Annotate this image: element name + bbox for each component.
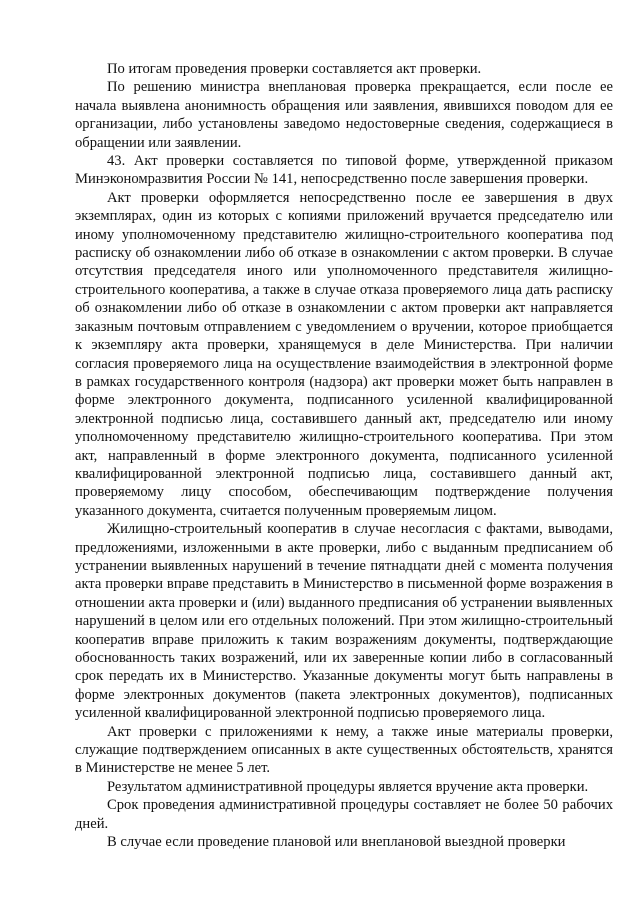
paragraph-storage: Акт проверки с приложениями к нему, а также иные материалы проверки, служащие подтверждением описанных в акте существенных обстоятельств, хранятся в Министерстве не менее 5 лет. (75, 723, 613, 777)
paragraph-result: Результатом административной процедуры является вручение акта проверки. (107, 778, 589, 795)
paragraph-act-delivery: Акт проверки оформляется непосредственно после ее завершения в двух экземплярах, один из которых с копиями приложений вручается председателю или иному уполномоченному представителю жилищно-строительного кооператива под расписку об ознакомлении либо об отказе в ознакомлении с актом проверки. В случае отсутствия председателя иного или уполномоченного представителя жилищно-строительного кооператива, а также в случае отказа проверяемого лица дать расписку об ознакомлении либо об отказе в ознакомлении с актом проверки акт направляется заказным почтовым отправлением с уведомлением о вручении, которое приобщается к экземпляру акта проверки, хранящемуся в деле Министерства. При наличии согласия проверяемого лица на осуществление взаимодействия в электронной форме в рамках государственного контроля (надзора) акт проверки может быть направлен в форме электронного документа, подписанного усиленной квалифицированной электронной подписью лица, составившего данный акт, председателю или иному уполномоченному представителю жилищно-строительного кооператива. При этом акт, направленный в форме электронного документа, подписанного усиленной квалифицированной электронной подписью лица, составившего данный акт, проверяемому лицу способом, обеспечивающим подтверждение получения указанного документа, считается полученным проверяемым лицом. (75, 189, 613, 519)
paragraph-43-act-form: 43. Акт проверки составляется по типовой форме, утвержденной приказом Минэкономразвития России № 141, непосредственно после завершения проверки. (75, 153, 613, 188)
paragraph-objections: Жилищно-строительный кооператив в случае несогласия с фактами, выводами, предложениями, изложенными в акте проверки, либо с выданным предписанием об устранении выявленных нарушений в течение пятнадцати дней с момента получения акта проверки вправе представить в Министерство в письменной форме возражения в отношении акта проверки и (или) выданного предписания об устранении выявленных нарушений в целом или его отдельных положений. При этом жилищно-строительный кооператив вправе приложить к таким возражениям документы, подтверждающие обоснованность таких возражений, или их заверенные копии либо в согласованный срок передать их в Министерство. Указанные документы могут быть направлены в форме электронных документов (пакета электронных документов), подписанных усиленной квалифицированной электронной подписью проверяемого лица. (75, 521, 613, 722)
paragraph-field-inspection: В случае если проведение плановой или внеплановой выездной проверки (107, 834, 566, 851)
paragraph-inspection-termination: По решению министра внеплановая проверка прекращается, если после ее начала выявлена анонимность обращения или заявления, явившихся поводом для ее организации, либо установлены заведомо недостоверные сведения, содержащиеся в обращении или заявлении. (75, 79, 613, 151)
paragraph-act-drawn-up: По итогам проведения проверки составляется акт проверки. (107, 61, 482, 77)
paragraph-duration: Срок проведения административной процедуры составляет не более 50 рабочих дней. (75, 797, 613, 832)
